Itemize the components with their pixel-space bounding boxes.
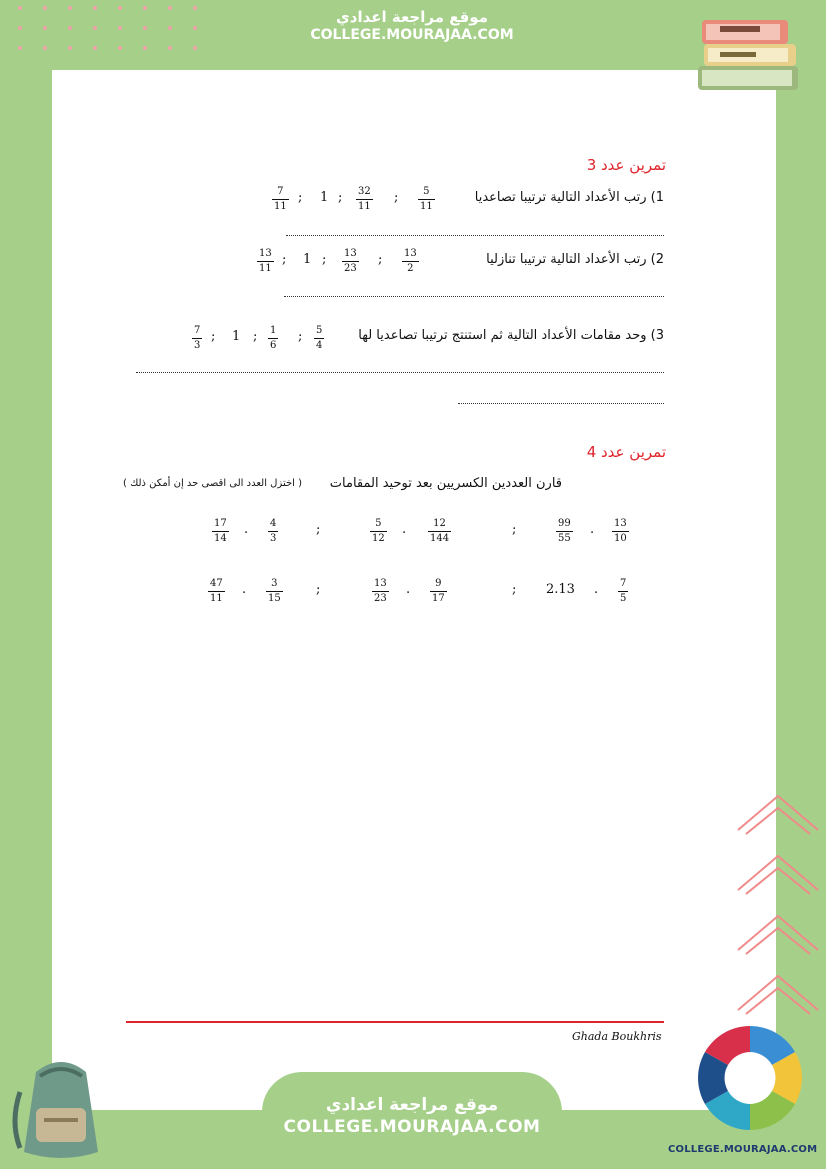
denominator: 2 — [407, 263, 414, 274]
separator: . — [242, 582, 247, 597]
fraction — [430, 578, 447, 605]
exercise4-instruction: قارن العددين الكسريين بعد توحيد المقامات — [329, 476, 562, 491]
fraction — [268, 518, 278, 545]
separator: ; — [512, 522, 517, 537]
exercise3-question2: 2) رتب الأعداد التالية ترتيبا تنازليا — [486, 252, 664, 267]
separator: . — [402, 522, 407, 537]
denominator: 4 — [316, 340, 323, 351]
fraction-bar — [618, 591, 628, 592]
fraction-bar — [428, 531, 451, 532]
numerator: 4 — [270, 518, 277, 529]
numerator: 32 — [358, 186, 371, 197]
numerator: 12 — [433, 518, 446, 529]
header-site-ar: موقع مراجعة اعدادي — [336, 8, 488, 26]
denominator: 6 — [270, 340, 277, 351]
denominator: 11 — [259, 263, 272, 274]
numerator: 7 — [620, 578, 627, 589]
denominator: 12 — [372, 533, 385, 544]
separator: ; — [316, 582, 321, 597]
separator: ; — [338, 190, 343, 205]
numerator: 5 — [423, 186, 430, 197]
denominator: 15 — [268, 593, 281, 604]
fraction-bar — [372, 591, 389, 592]
brand-caption[interactable]: COLLEGE.MOURAJAA.COM — [668, 1144, 818, 1155]
footer-site-en[interactable]: COLLEGE.MOURAJAA.COM — [283, 1117, 541, 1137]
exercise3-title: تمرين عدد 3 — [586, 156, 666, 174]
author-signature: Ghada Boukhris — [572, 1030, 662, 1043]
denominator: 3 — [194, 340, 201, 351]
fraction-bar — [266, 591, 283, 592]
header-tab[interactable] — [262, 0, 562, 58]
fraction-bar — [342, 261, 359, 262]
footer-tab[interactable] — [262, 1072, 562, 1169]
fraction-bar — [208, 591, 225, 592]
fraction-bar — [257, 261, 274, 262]
separator: . — [594, 582, 599, 597]
denominator: 11 — [274, 201, 287, 212]
numerator: 13 — [344, 248, 357, 259]
fraction — [266, 578, 283, 605]
denominator: 55 — [558, 533, 571, 544]
fraction — [268, 325, 278, 352]
fraction — [342, 248, 359, 275]
numerator: 13 — [404, 248, 417, 259]
answer-line — [284, 296, 664, 297]
fraction — [370, 518, 387, 545]
header-site-en[interactable]: COLLEGE.MOURAJAA.COM — [310, 27, 514, 43]
answer-line — [458, 403, 664, 404]
school-wheel-logo — [696, 1022, 804, 1142]
separator: ; — [394, 190, 399, 205]
paper-sheet — [52, 70, 776, 1110]
denominator: 144 — [430, 533, 450, 544]
numerator: 17 — [214, 518, 227, 529]
numerator: 7 — [277, 186, 284, 197]
numerator: 13 — [259, 248, 272, 259]
number: 1 — [232, 329, 241, 344]
separator: ; — [253, 329, 258, 344]
separator: ; — [512, 582, 517, 597]
fraction — [208, 578, 225, 605]
number: 1 — [320, 190, 329, 205]
denominator: 23 — [374, 593, 387, 604]
fraction-bar — [356, 199, 373, 200]
fraction-bar — [370, 531, 387, 532]
dot-pattern — [0, 0, 200, 70]
denominator: 14 — [214, 533, 227, 544]
number: 1 — [303, 252, 312, 267]
fraction-bar — [418, 199, 435, 200]
denominator: 11 — [420, 201, 433, 212]
fraction-bar — [268, 338, 278, 339]
answer-line — [286, 235, 664, 236]
denominator: 11 — [358, 201, 371, 212]
footer-site-ar: موقع مراجعة اعدادي — [325, 1095, 499, 1115]
denominator: 3 — [270, 533, 277, 544]
numerator: 13 — [614, 518, 627, 529]
exercise4-note: ( اختزل العدد الى اقصى حد إن أمكن ذلك ) — [123, 478, 302, 489]
separator: ; — [316, 522, 321, 537]
denominator: 23 — [344, 263, 357, 274]
denominator: 10 — [614, 533, 627, 544]
separator: ; — [298, 190, 303, 205]
books-stack-icon — [690, 12, 805, 97]
fraction — [556, 518, 573, 545]
numerator: 9 — [435, 578, 442, 589]
denominator: 17 — [432, 593, 445, 604]
footer-divider — [126, 1021, 664, 1023]
separator: . — [590, 522, 595, 537]
numerator: 5 — [316, 325, 323, 336]
fraction — [612, 518, 629, 545]
numerator: 13 — [374, 578, 387, 589]
exercise3-question3: 3) وحد مقامات الأعداد التالية ثم استنتج ترتيبا تصاعديا لها — [358, 328, 664, 343]
separator: . — [244, 522, 249, 537]
separator: ; — [378, 252, 383, 267]
fraction — [356, 186, 373, 213]
chevron-up-icon — [732, 790, 822, 1040]
fraction-bar — [556, 531, 573, 532]
fraction-bar — [612, 531, 629, 532]
number: 2.13 — [546, 582, 575, 597]
separator: ; — [211, 329, 216, 344]
fraction — [418, 186, 435, 213]
separator: ; — [282, 252, 287, 267]
denominator: 11 — [210, 593, 223, 604]
exercise4-title: تمرين عدد 4 — [586, 443, 666, 461]
fraction — [618, 578, 628, 605]
fraction-bar — [212, 531, 229, 532]
fraction-bar — [402, 261, 419, 262]
exercise3-question1: 1) رتب الأعداد التالية ترتيبا تصاعديا — [474, 190, 664, 205]
separator: . — [406, 582, 411, 597]
fraction — [372, 578, 389, 605]
answer-line — [136, 372, 664, 373]
numerator: 1 — [270, 325, 277, 336]
numerator: 7 — [194, 325, 201, 336]
fraction-bar — [272, 199, 289, 200]
backpack-icon — [6, 1052, 116, 1164]
separator: ; — [298, 329, 303, 344]
fraction-bar — [430, 591, 447, 592]
fraction-bar — [192, 338, 202, 339]
numerator: 3 — [271, 578, 278, 589]
fraction-bar — [314, 338, 324, 339]
separator: ; — [322, 252, 327, 267]
fraction — [314, 325, 324, 352]
numerator: 99 — [558, 518, 571, 529]
fraction — [192, 325, 202, 352]
fraction — [428, 518, 451, 545]
numerator: 47 — [210, 578, 223, 589]
denominator: 5 — [620, 593, 627, 604]
fraction — [272, 186, 289, 213]
numerator: 5 — [375, 518, 382, 529]
fraction — [402, 248, 419, 275]
fraction — [212, 518, 229, 545]
fraction-bar — [268, 531, 278, 532]
fraction — [257, 248, 274, 275]
